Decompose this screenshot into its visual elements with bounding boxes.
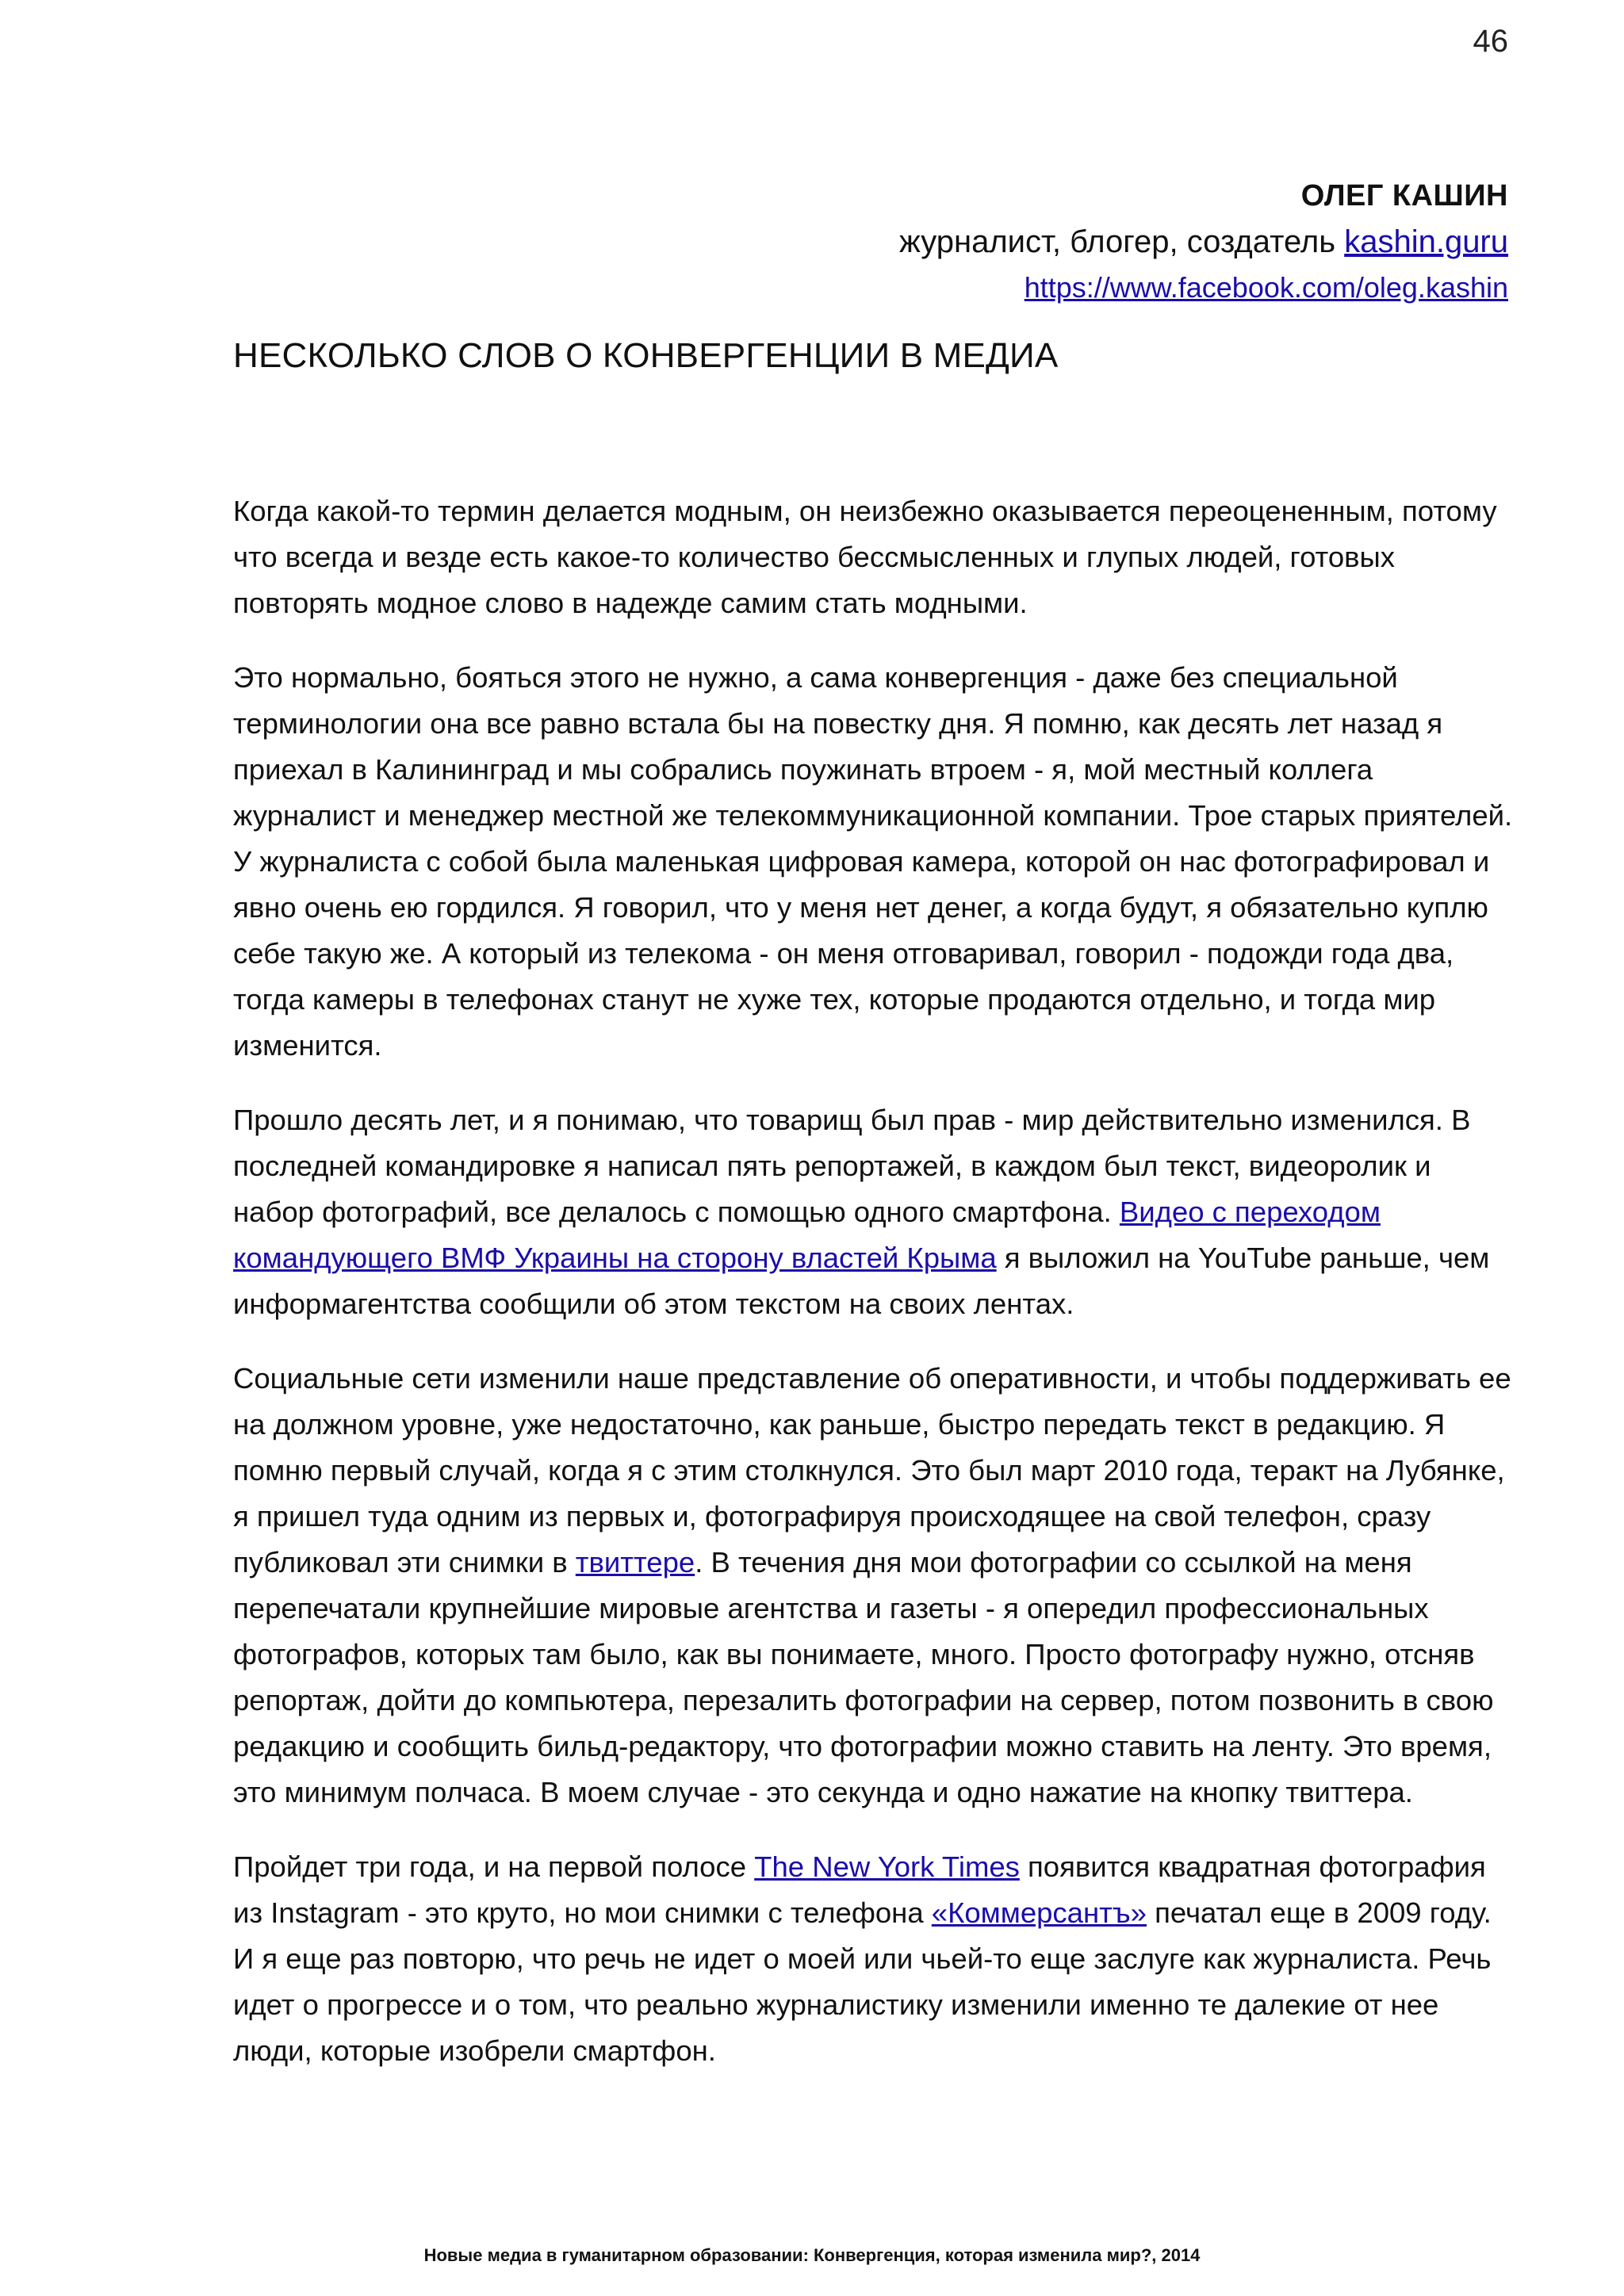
author-description-text: журналист, блогер, создатель	[898, 224, 1345, 259]
article-body	[233, 488, 1518, 2103]
article-title: НЕСКОЛЬКО СЛОВ О КОНВЕРГЕНЦИИ В МЕДИА	[233, 336, 1059, 375]
paragraph-5-text-middle: появится квадратная фотография из Instagram - это круто, но мои снимки с телефона	[233, 1850, 1486, 1929]
page-number: 46	[1473, 24, 1508, 59]
paragraph-4	[233, 1356, 1518, 1816]
twitter-link[interactable]: твиттере	[575, 1546, 695, 1578]
paragraph-3	[233, 1097, 1518, 1327]
paragraph-3-text-end: я выложил на YouTube раньше, чем информагентства сообщили об этом текстом на своих лентах.	[233, 1242, 1490, 1320]
author-description	[899, 219, 1508, 265]
nytimes-link[interactable]: The New York Times	[754, 1850, 1020, 1883]
author-block	[899, 173, 1508, 311]
paragraph-5-text-start: Пройдет три года, и на первой полосе	[233, 1850, 755, 1883]
paragraph-5	[233, 1844, 1518, 2074]
crimea-video-link[interactable]: Видео с переходом командующего ВМФ Украины на сторону властей Крыма	[233, 1196, 1381, 1274]
paragraph-5-text-end: печатал еще в 2009 году. И я еще раз повторю, что речь не идет о моей или чьей-то еще заслуге как журналиста. Речь идет о прогрессе и о том, что реально журналистику изменили именно те далекие от нее люди, которые изобрели смартфон.	[233, 1896, 1492, 2067]
author-site-link[interactable]: kashin.guru	[1344, 224, 1508, 259]
kommersant-link[interactable]: «Коммерсантъ»	[931, 1896, 1147, 1929]
paragraph-4-text-start: Социальные сети изменили наше представление об оперативности, и чтобы поддерживать ее на должном уровне, уже недостаточно, как раньше, быстро передать текст в редакцию. Я помню первый случай, когда я с этим столкнулся. Это был март 2010 года, теракт на Лубянке, я пришел туда одним из первых и, фотографируя происходящее на свой телефон, сразу публиковал эти снимки в	[233, 1362, 1511, 1578]
author-name: ОЛЕГ КАШИН	[1300, 179, 1508, 212]
paragraph-2: Это нормально, бояться этого не нужно, а сама конвергенция - даже без специальной терминологии она все равно встала бы на повестку дня. Я помню, как десять лет назад я приехал в Калининград и мы собрались поужинать втроем - я, мой местный коллега журналист и менеджер местной же телекоммуникационной компании. Трое старых приятелей. У журналиста с собой была маленькая цифровая камера, которой он нас фотографировал и явно очень ею гордился. Я говорил, что у меня нет денег, а когда будут, я обязательно куплю себе такую же. А который из телекома - он меня отговаривал, говорил - подожди года два, тогда камеры в телефонах станут не хуже тех, которые продаются отдельно, и тогда мир изменится.	[233, 661, 1513, 1062]
paragraph-4-text-end: . В течения дня мои фотографии со ссылкой на меня перепечатали крупнейшие мировые агентства и газеты - я опередил профессиональных фотографов, которых там было, как вы понимаете, много. Просто фотографу нужно, отсняв репортаж, дойти до компьютера, перезалить фотографии на сервер, потом позвонить в свою редакцию и сообщить бильд-редактору, что фотографии можно ставить на ленту. Это время, это минимум полчаса. В моем случае - это секунда и одно нажатие на кнопку твиттера.	[233, 1546, 1494, 1808]
paragraph-1: Когда какой-то термин делается модным, он неизбежно оказывается переоцененным, потому что всегда и везде есть какое-то количество бессмысленных и глупых людей, готовых повторять модное слово в надежде самим стать модными.	[233, 495, 1497, 619]
author-facebook-link[interactable]: https://www.facebook.com/oleg.kashin	[1024, 271, 1508, 304]
page-footer: Новые медиа в гуманитарном образовании: Конвергенция, которая изменила мир?, 2014	[423, 2245, 1201, 2265]
author-facebook	[899, 265, 1508, 311]
paragraph-3-text-start: Прошло десять лет, и я понимаю, что товарищ был прав - мир действительно изменился. В последней командировке я написал пять репортажей, в каждом был текст, видеоролик и набор фотографий, все делалось с помощью одного смартфона.	[233, 1104, 1471, 1228]
